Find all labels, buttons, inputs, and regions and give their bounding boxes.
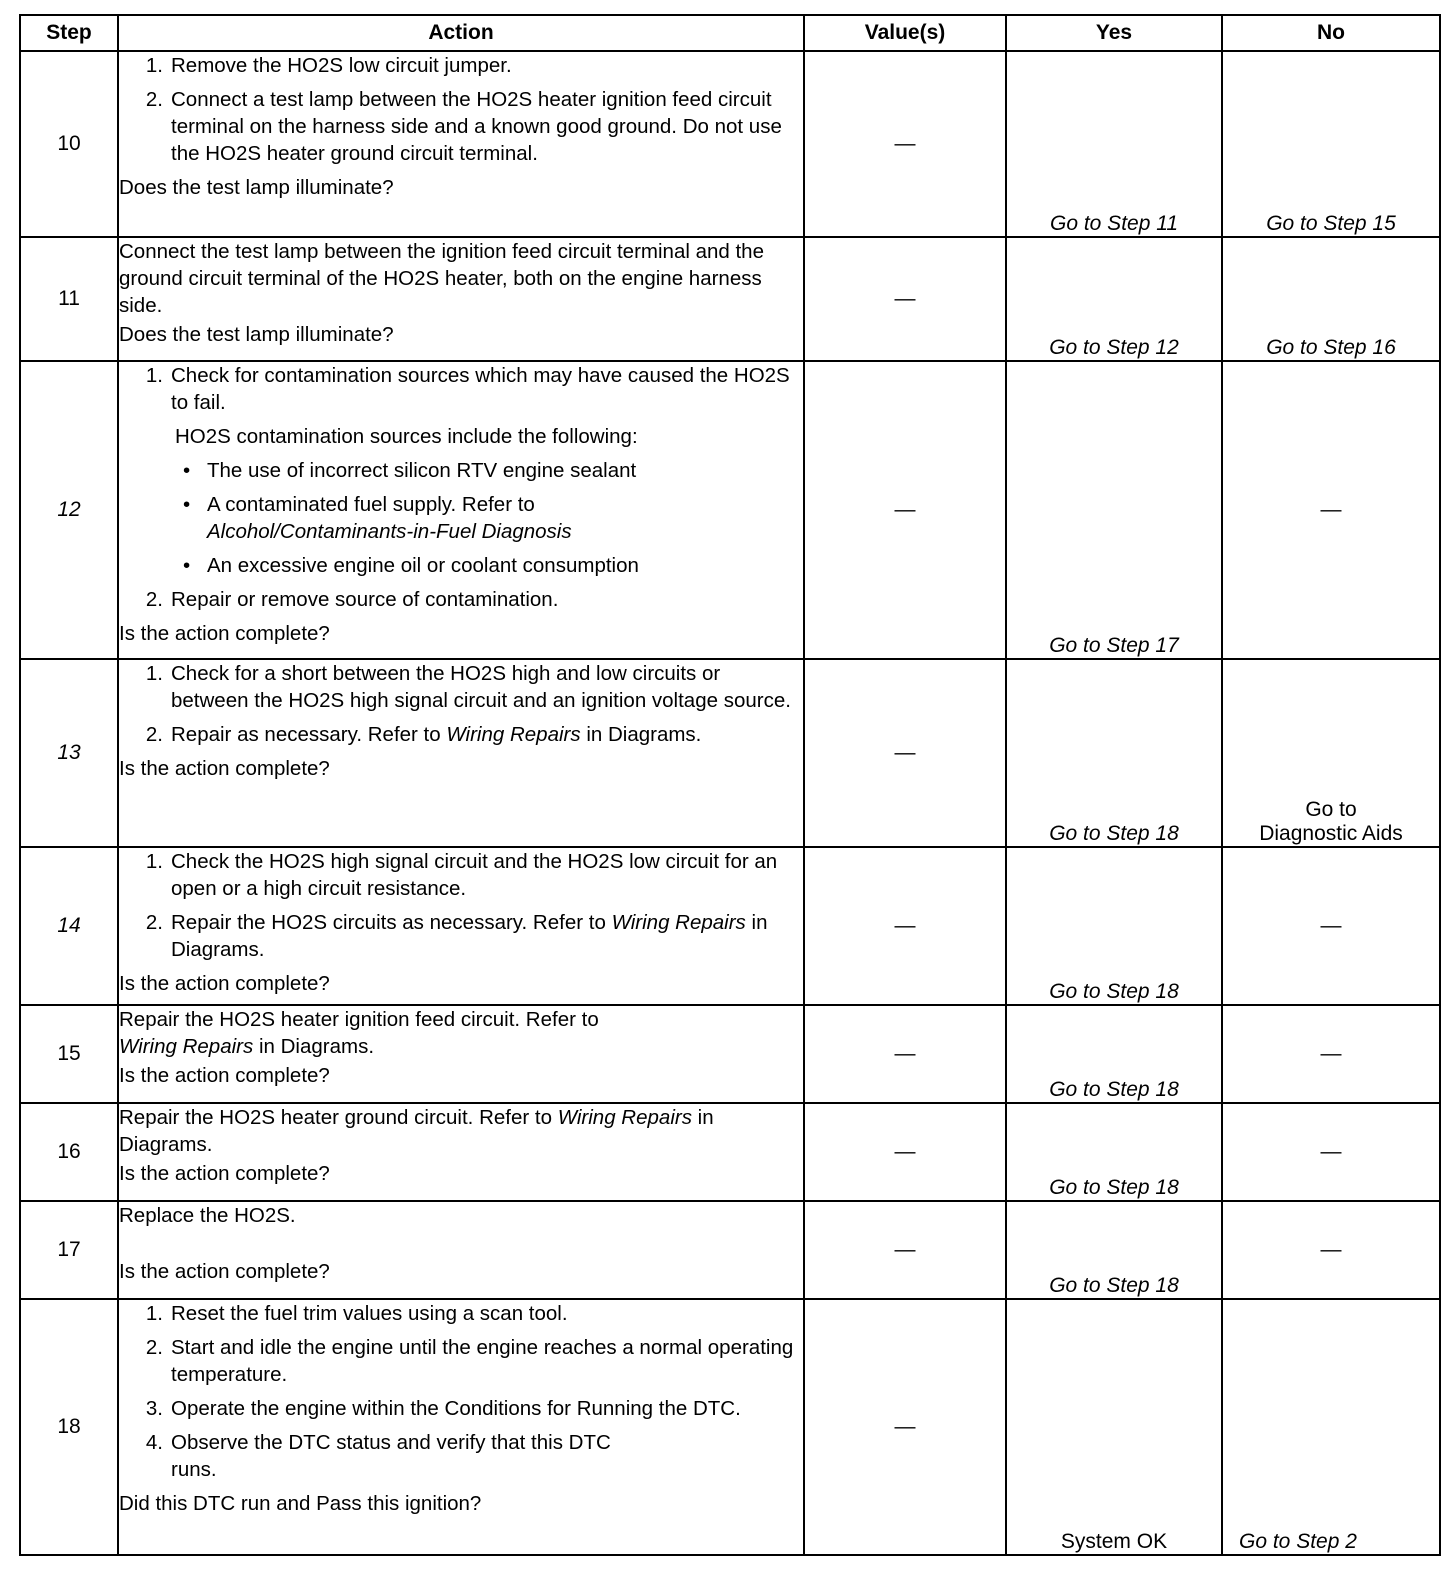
action-text: Connect the test lamp between the ignition feed circuit terminal and the ground circuit terminal of the HO2S heater, both on the engine harness side.: [119, 240, 764, 317]
yes-cell: Go to Step 12: [1006, 237, 1222, 361]
action-cell: [118, 1299, 804, 1555]
step-number: 17: [20, 1201, 118, 1299]
value-cell: —: [804, 1201, 1006, 1299]
step-number: 12: [20, 361, 118, 659]
action-question: Is the action complete?: [119, 972, 330, 995]
table-row: [20, 1201, 1440, 1299]
value-cell: —: [804, 659, 1006, 847]
no-cell: —: [1222, 1005, 1440, 1103]
action-text: Repair the HO2S circuits as necessary. Refer to: [171, 911, 606, 934]
value-cell: —: [804, 1005, 1006, 1103]
action-text: in Diagrams.: [171, 911, 768, 961]
value-cell: —: [804, 51, 1006, 237]
step-number: 18: [20, 1299, 118, 1555]
list-number: 3.: [145, 1397, 163, 1420]
step-number: 10: [20, 51, 118, 237]
table-row: [20, 51, 1440, 237]
action-text: Check for contamination sources which may have caused the HO2S to fail.: [171, 364, 790, 414]
value-cell: —: [804, 361, 1006, 659]
table-row: [20, 361, 1440, 659]
no-cell-line2: Diagnostic Aids: [1259, 822, 1403, 845]
table-row: [20, 1103, 1440, 1201]
table-row: [20, 847, 1440, 1005]
value-cell: —: [804, 847, 1006, 1005]
reference-link: Wiring Repairs: [611, 911, 746, 934]
action-cell: [118, 51, 804, 237]
list-number: 1.: [145, 364, 163, 387]
reference-link: Alcohol/Contaminants-in-Fuel Diagnosis: [207, 520, 572, 543]
table-row: [20, 1005, 1440, 1103]
bullet-text: An excessive engine oil or coolant consumption: [207, 554, 639, 577]
value-cell: —: [804, 237, 1006, 361]
no-cell: —: [1222, 361, 1440, 659]
step-number: 13: [20, 659, 118, 847]
action-text: Check for a short between the HO2S high and low circuits or between the HO2S high signal circuit and an ignition voltage source.: [171, 662, 791, 712]
list-number: 2.: [145, 88, 163, 111]
no-cell: Go to Step 16: [1222, 237, 1440, 361]
action-cell: [118, 659, 804, 847]
bullet-text: A contaminated fuel supply. Refer to: [207, 493, 535, 516]
action-question: Did this DTC run and Pass this ignition?: [119, 1492, 482, 1515]
action-text: Observe the DTC status and verify that this DTC runs.: [171, 1431, 611, 1481]
list-number: 1.: [145, 662, 163, 685]
yes-cell: System OK: [1006, 1299, 1222, 1555]
action-question: Does the test lamp illuminate?: [119, 323, 394, 346]
table-row: [20, 1299, 1440, 1555]
step-number: 16: [20, 1103, 118, 1201]
action-cell: [118, 847, 804, 1005]
action-text: in Diagrams.: [258, 1035, 375, 1058]
list-number: 2.: [145, 723, 163, 746]
reference-link: Wiring Repairs: [119, 1035, 254, 1058]
no-cell: Go to Step 2: [1222, 1299, 1440, 1555]
yes-cell: Go to Step 11: [1006, 51, 1222, 237]
action-text: in Diagrams.: [119, 1106, 714, 1156]
action-cell: [118, 237, 804, 361]
yes-cell: Go to Step 18: [1006, 1103, 1222, 1201]
no-cell: —: [1222, 1201, 1440, 1299]
value-cell: —: [804, 1299, 1006, 1555]
action-cell: [118, 361, 804, 659]
header-no: No: [1222, 15, 1440, 51]
no-cell: Go to Step 15: [1222, 51, 1440, 237]
list-number: 2.: [145, 911, 163, 934]
action-text: Repair the HO2S heater ground circuit. Refer to: [119, 1106, 552, 1129]
action-text: Repair the HO2S heater ignition feed circuit. Refer to: [119, 1008, 599, 1031]
header-step: Step: [20, 15, 118, 51]
bullet-text: The use of incorrect silicon RTV engine sealant: [207, 459, 637, 482]
yes-cell: Go to Step 18: [1006, 659, 1222, 847]
reference-link: Wiring Repairs: [557, 1106, 692, 1129]
header-row: [20, 15, 1440, 51]
list-number: 1.: [145, 1302, 163, 1325]
yes-cell: Go to Step 18: [1006, 1201, 1222, 1299]
no-cell: —: [1222, 1103, 1440, 1201]
action-cell: [118, 1201, 804, 1299]
action-text: Remove the HO2S low circuit jumper.: [171, 54, 512, 77]
diagnostic-table: [19, 14, 1441, 1556]
bullet: •: [183, 493, 191, 516]
bullet: •: [183, 459, 191, 482]
step-number: 14: [20, 847, 118, 1005]
header-action: Action: [118, 15, 804, 51]
action-question: Is the action complete?: [119, 622, 330, 645]
action-text: Check the HO2S high signal circuit and the HO2S low circuit for an open or a high circuit resistance.: [171, 850, 778, 900]
step-number: 15: [20, 1005, 118, 1103]
yes-cell: Go to Step 18: [1006, 1005, 1222, 1103]
action-text: Connect a test lamp between the HO2S heater ignition feed circuit terminal on the harness side and a known good ground. Do not use the HO2S heater ground circuit terminal.: [171, 88, 782, 165]
yes-cell: Go to Step 18: [1006, 847, 1222, 1005]
action-text: Repair as necessary. Refer to: [171, 723, 441, 746]
no-cell: [1222, 659, 1440, 847]
list-number: 2.: [145, 588, 163, 611]
action-cell: [118, 1005, 804, 1103]
no-cell-line1: Go to: [1305, 798, 1357, 821]
list-number: 1.: [145, 850, 163, 873]
header-value: Value(s): [804, 15, 1006, 51]
action-question: Does the test lamp illuminate?: [119, 176, 394, 199]
action-text: Reset the fuel trim values using a scan tool.: [171, 1302, 568, 1325]
table-row: [20, 659, 1440, 847]
table-row: [20, 237, 1440, 361]
action-question: Is the action complete?: [119, 1064, 330, 1087]
action-text: Operate the engine within the Conditions for Running the DTC.: [171, 1397, 741, 1420]
action-text: in Diagrams.: [586, 723, 702, 746]
list-number: 1.: [145, 54, 163, 77]
list-number: 4.: [145, 1431, 163, 1454]
action-subtext: HO2S contamination sources include the following:: [175, 425, 638, 448]
action-question: Is the action complete?: [119, 1260, 330, 1283]
yes-cell: Go to Step 17: [1006, 361, 1222, 659]
list-number: 2.: [145, 1336, 163, 1359]
action-question: Is the action complete?: [119, 1162, 330, 1185]
action-text: Replace the HO2S.: [119, 1204, 296, 1227]
no-cell: —: [1222, 847, 1440, 1005]
bullet: •: [183, 554, 191, 577]
value-cell: —: [804, 1103, 1006, 1201]
reference-link: Wiring Repairs: [446, 723, 581, 746]
action-text: Repair or remove source of contamination.: [171, 588, 559, 611]
action-cell: [118, 1103, 804, 1201]
header-yes: Yes: [1006, 15, 1222, 51]
action-text: Start and idle the engine until the engine reaches a normal operating temperature.: [171, 1336, 794, 1386]
step-number: 11: [20, 237, 118, 361]
action-question: Is the action complete?: [119, 757, 330, 780]
